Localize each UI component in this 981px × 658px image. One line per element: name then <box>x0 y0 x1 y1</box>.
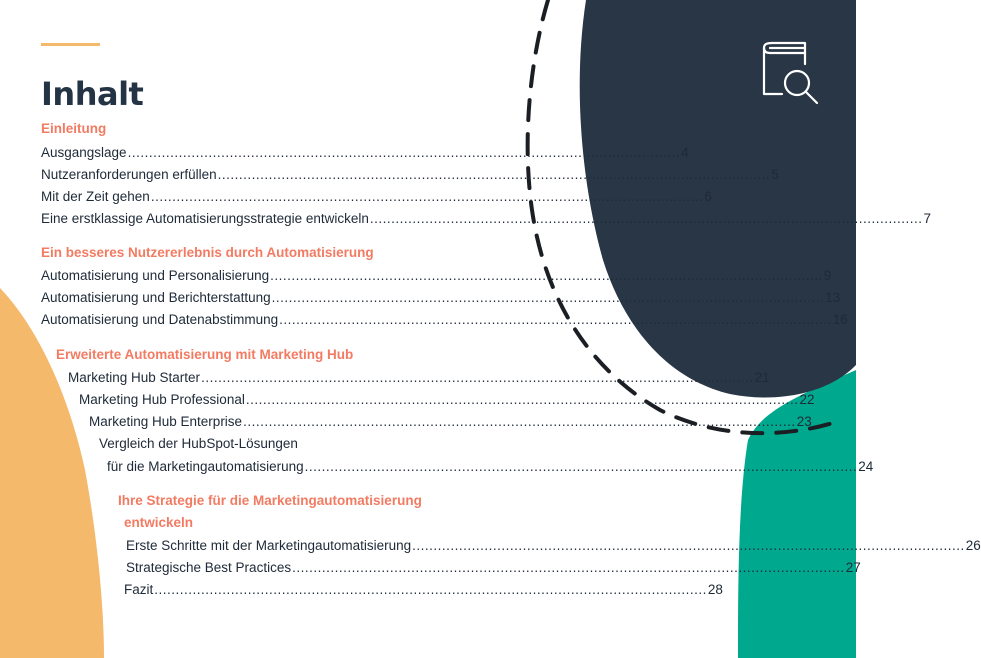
toc-entry-page: 21 <box>754 370 770 385</box>
page-title: Inhalt <box>41 75 144 113</box>
toc-entry-page: 7 <box>923 211 932 226</box>
toc-entry-label: Nutzeranforderungen erfüllen <box>41 167 217 182</box>
section-heading-strategie-line2: entwickeln <box>124 515 194 530</box>
toc-leader: .................................................................................................................................. <box>217 167 771 182</box>
toc-entry-label: Eine erstklassige Automatisierungsstrategie entwickeln <box>41 211 369 226</box>
toc-entry-page: 27 <box>845 560 861 575</box>
toc-entry-page: 9 <box>823 268 832 283</box>
toc-entry-page: 26 <box>965 538 981 553</box>
toc-entry-page: 5 <box>771 167 779 182</box>
toc-entry-label: Marketing Hub Starter <box>68 370 201 385</box>
toc-entry[interactable] <box>68 367 770 389</box>
toc-entry-page: 6 <box>704 189 712 204</box>
section-heading-nutzererlebnis: Ein besseres Nutzererlebnis durch Automatisierung <box>41 245 374 260</box>
toc-entry-label: Marketing Hub Enterprise <box>89 414 243 429</box>
section-heading-marketing-hub: Erweiterte Automatisierung mit Marketing Hub <box>56 347 354 362</box>
toc-entry[interactable] <box>126 557 861 579</box>
toc-leader: .................................................................................................................................. <box>304 459 858 474</box>
toc-entry[interactable] <box>41 186 712 208</box>
toc-entry-label: Fazit <box>124 582 154 597</box>
accent-bar <box>41 43 100 46</box>
toc-entry-page: 23 <box>796 414 812 429</box>
toc-entry-page: 28 <box>707 582 723 597</box>
section-heading-einleitung: Einleitung <box>41 121 107 136</box>
toc-entry[interactable] <box>41 287 841 309</box>
toc-entry-label: Mit der Zeit gehen <box>41 189 150 204</box>
toc-entry-label: Automatisierung und Datenabstimmung <box>41 312 279 327</box>
toc-entry[interactable] <box>124 579 723 601</box>
toc-entry[interactable] <box>89 411 812 433</box>
toc-entry-label: Automatisierung und Berichterstattung <box>41 290 271 305</box>
toc-leader: .................................................................................................................................. <box>243 414 796 429</box>
toc-entry[interactable] <box>126 535 981 557</box>
toc-leader: .................................................................................................................................. <box>127 145 681 160</box>
toc-entry[interactable] <box>107 456 874 478</box>
toc-entry-label: Erste Schritte mit der Marketingautomatisierung <box>126 538 412 553</box>
toc-entry-label: Ausgangslage <box>41 145 127 160</box>
toc-entry[interactable] <box>41 265 832 287</box>
toc-leader: .................................................................................................................................. <box>201 370 754 385</box>
toc-entry[interactable] <box>41 208 932 230</box>
toc-entry-label-line1[interactable]: Vergleich der HubSpot-Lösungen <box>99 436 298 451</box>
toc-entry[interactable] <box>41 164 779 186</box>
toc-leader: .................................................................................................................................. <box>150 189 704 204</box>
toc-entry-label: für die Marketingautomatisierung <box>107 459 304 474</box>
toc-leader: .................................................................................................................................. <box>271 290 825 305</box>
toc-entry-page: 13 <box>825 290 841 305</box>
toc-leader: .................................................................................................................................. <box>292 560 845 575</box>
toc-leader: .................................................................................................................................. <box>412 538 965 553</box>
toc-entry[interactable] <box>41 309 848 331</box>
toc-entry-page: 22 <box>799 392 815 407</box>
toc-entry-page: 24 <box>858 459 874 474</box>
toc-entry-page: 4 <box>681 145 689 160</box>
toc-leader: .................................................................................................................................. <box>279 312 832 327</box>
toc-entry-label: Automatisierung und Personalisierung <box>41 268 270 283</box>
toc-leader: .................................................................................................................................. <box>369 211 923 226</box>
toc-entry-label: Strategische Best Practices <box>126 560 292 575</box>
toc-entry[interactable] <box>79 389 815 411</box>
toc-entry-label: Marketing Hub Professional <box>79 392 245 407</box>
toc-leader: .................................................................................................................................. <box>270 268 823 283</box>
toc-leader: .................................................................................................................................. <box>245 392 799 407</box>
toc-leader: .................................................................................................................................. <box>154 582 707 597</box>
section-heading-strategie: Ihre Strategie für die Marketingautomatisierung <box>118 493 422 508</box>
toc-entry[interactable] <box>41 142 689 164</box>
toc-entry-page: 16 <box>832 312 848 327</box>
